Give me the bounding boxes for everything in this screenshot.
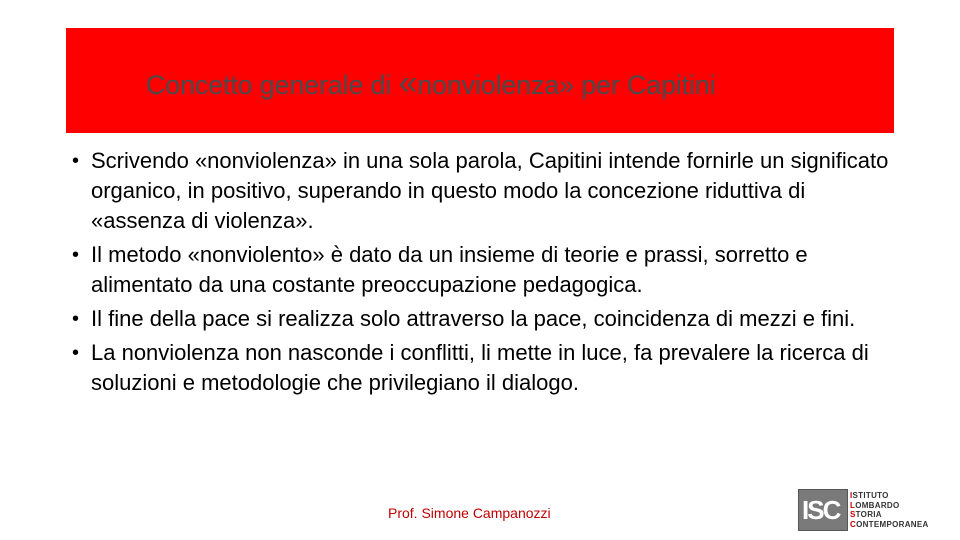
bullet-dot-icon: • <box>72 150 80 172</box>
bullet-dot-icon: • <box>72 342 80 364</box>
bullet-item <box>72 146 892 236</box>
bullet-text: La nonviolenza non nasconde i conflitti, li mette in luce, fa prevalere la ricerca di soluzioni e metodologie che privilegiano il dialogo. <box>91 340 869 395</box>
bullet-dot-icon: • <box>72 244 80 266</box>
title-quote-open: « <box>398 64 418 102</box>
bullet-item <box>72 338 892 398</box>
bullet-dot-icon: • <box>72 308 80 330</box>
logo-line: CONTEMPORANEA <box>850 519 929 529</box>
institute-logo <box>798 486 948 532</box>
footer-author: Prof. Simone Campanozzi <box>388 505 551 521</box>
logo-wordmark <box>850 491 929 529</box>
bullet-text: Il fine della pace si realizza solo attraverso la pace, coincidenza di mezzi e fini. <box>91 306 856 331</box>
bullet-text: Il metodo «nonviolento» è dato da un insieme di teorie e prassi, sorretto e alimentato da una costante preoccupazione pedagogica. <box>91 242 808 297</box>
logo-line: LOMBARDO <box>850 500 900 510</box>
logo-line: STORIA <box>850 510 882 519</box>
slide-title <box>146 64 715 103</box>
bullet-text: Scrivendo «nonviolenza» in una sola parola, Capitini intende fornirle un significato organico, in positivo, superando in questo modo la concezione riduttiva di «assenza di violenza». <box>91 148 889 233</box>
bullet-item <box>72 304 892 334</box>
title-prefix: Concetto generale di <box>146 70 399 100</box>
title-band <box>66 28 894 133</box>
logo-monogram-box <box>798 489 848 531</box>
bullet-list <box>72 146 892 402</box>
logo-monogram: ISC <box>802 495 840 525</box>
logo-line: ISTITUTO <box>850 491 889 500</box>
bullet-item <box>72 240 892 300</box>
title-rest: nonviolenza» per Capitini <box>417 70 716 100</box>
